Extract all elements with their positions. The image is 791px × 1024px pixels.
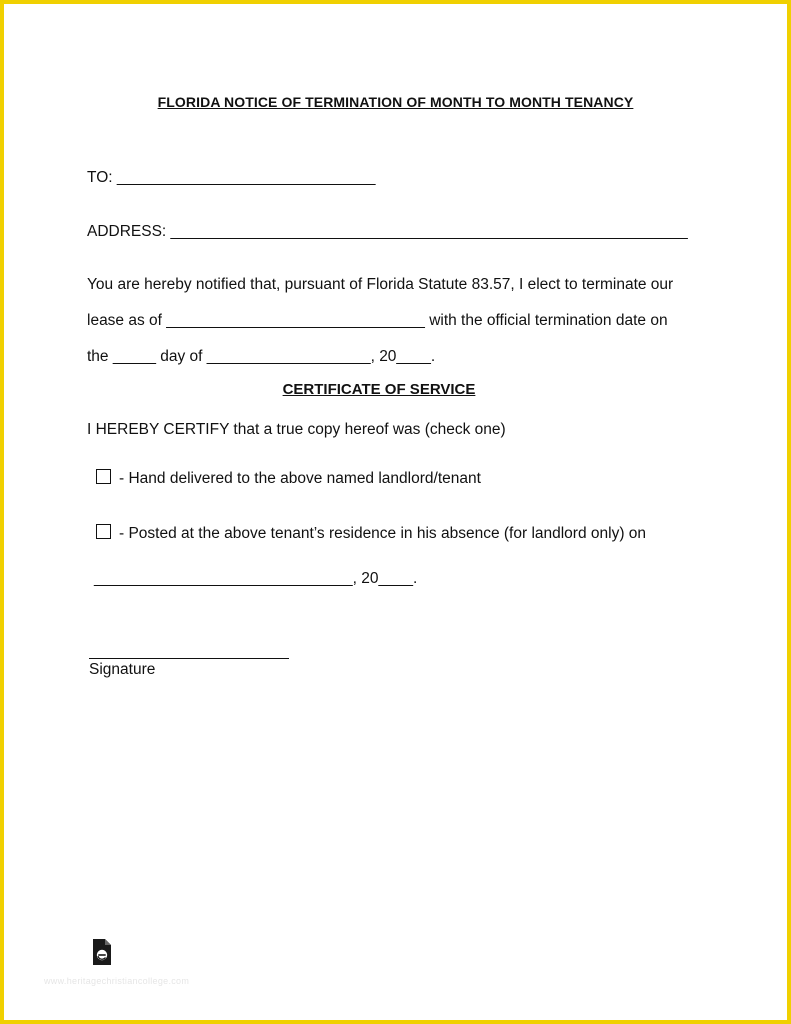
watermark-text: www.heritagechristiancollege.com (44, 976, 190, 986)
signature-label: Signature (89, 661, 156, 678)
certificate-heading: CERTIFICATE OF SERVICE (282, 381, 476, 398)
certify-line: I HEREBY CERTIFY that a true copy hereof was (check one) (87, 421, 506, 438)
option-posted-label: - Posted at the above tenant’s residence in his absence (for landlord only) on (119, 525, 647, 542)
to-line: TO: ______________________________ (87, 169, 376, 186)
option-posted (96, 525, 646, 543)
eforms-document-icon (91, 938, 113, 966)
empty-checkbox-icon[interactable] (96, 524, 111, 539)
date-line: ______________________________, 20____. (94, 570, 418, 587)
empty-checkbox-icon[interactable] (96, 469, 111, 484)
address-line: ADDRESS: ____________________________________________________________ (87, 223, 688, 240)
notice-line-3: the _____ day of ___________________, 20____. (87, 348, 436, 365)
notice-line-1: You are hereby notified that, pursuant of Florida Statute 83.57, I elect to terminate our (87, 276, 674, 293)
signature-line (89, 658, 289, 659)
notice-line-2: lease as of ______________________________ with the official termination date on (87, 312, 668, 329)
option-hand-delivered-label: - Hand delivered to the above named landlord/tenant (119, 470, 481, 487)
document-title: FLORIDA NOTICE OF TERMINATION OF MONTH TO MONTH TENANCY (157, 94, 634, 110)
option-hand-delivered (96, 470, 481, 488)
